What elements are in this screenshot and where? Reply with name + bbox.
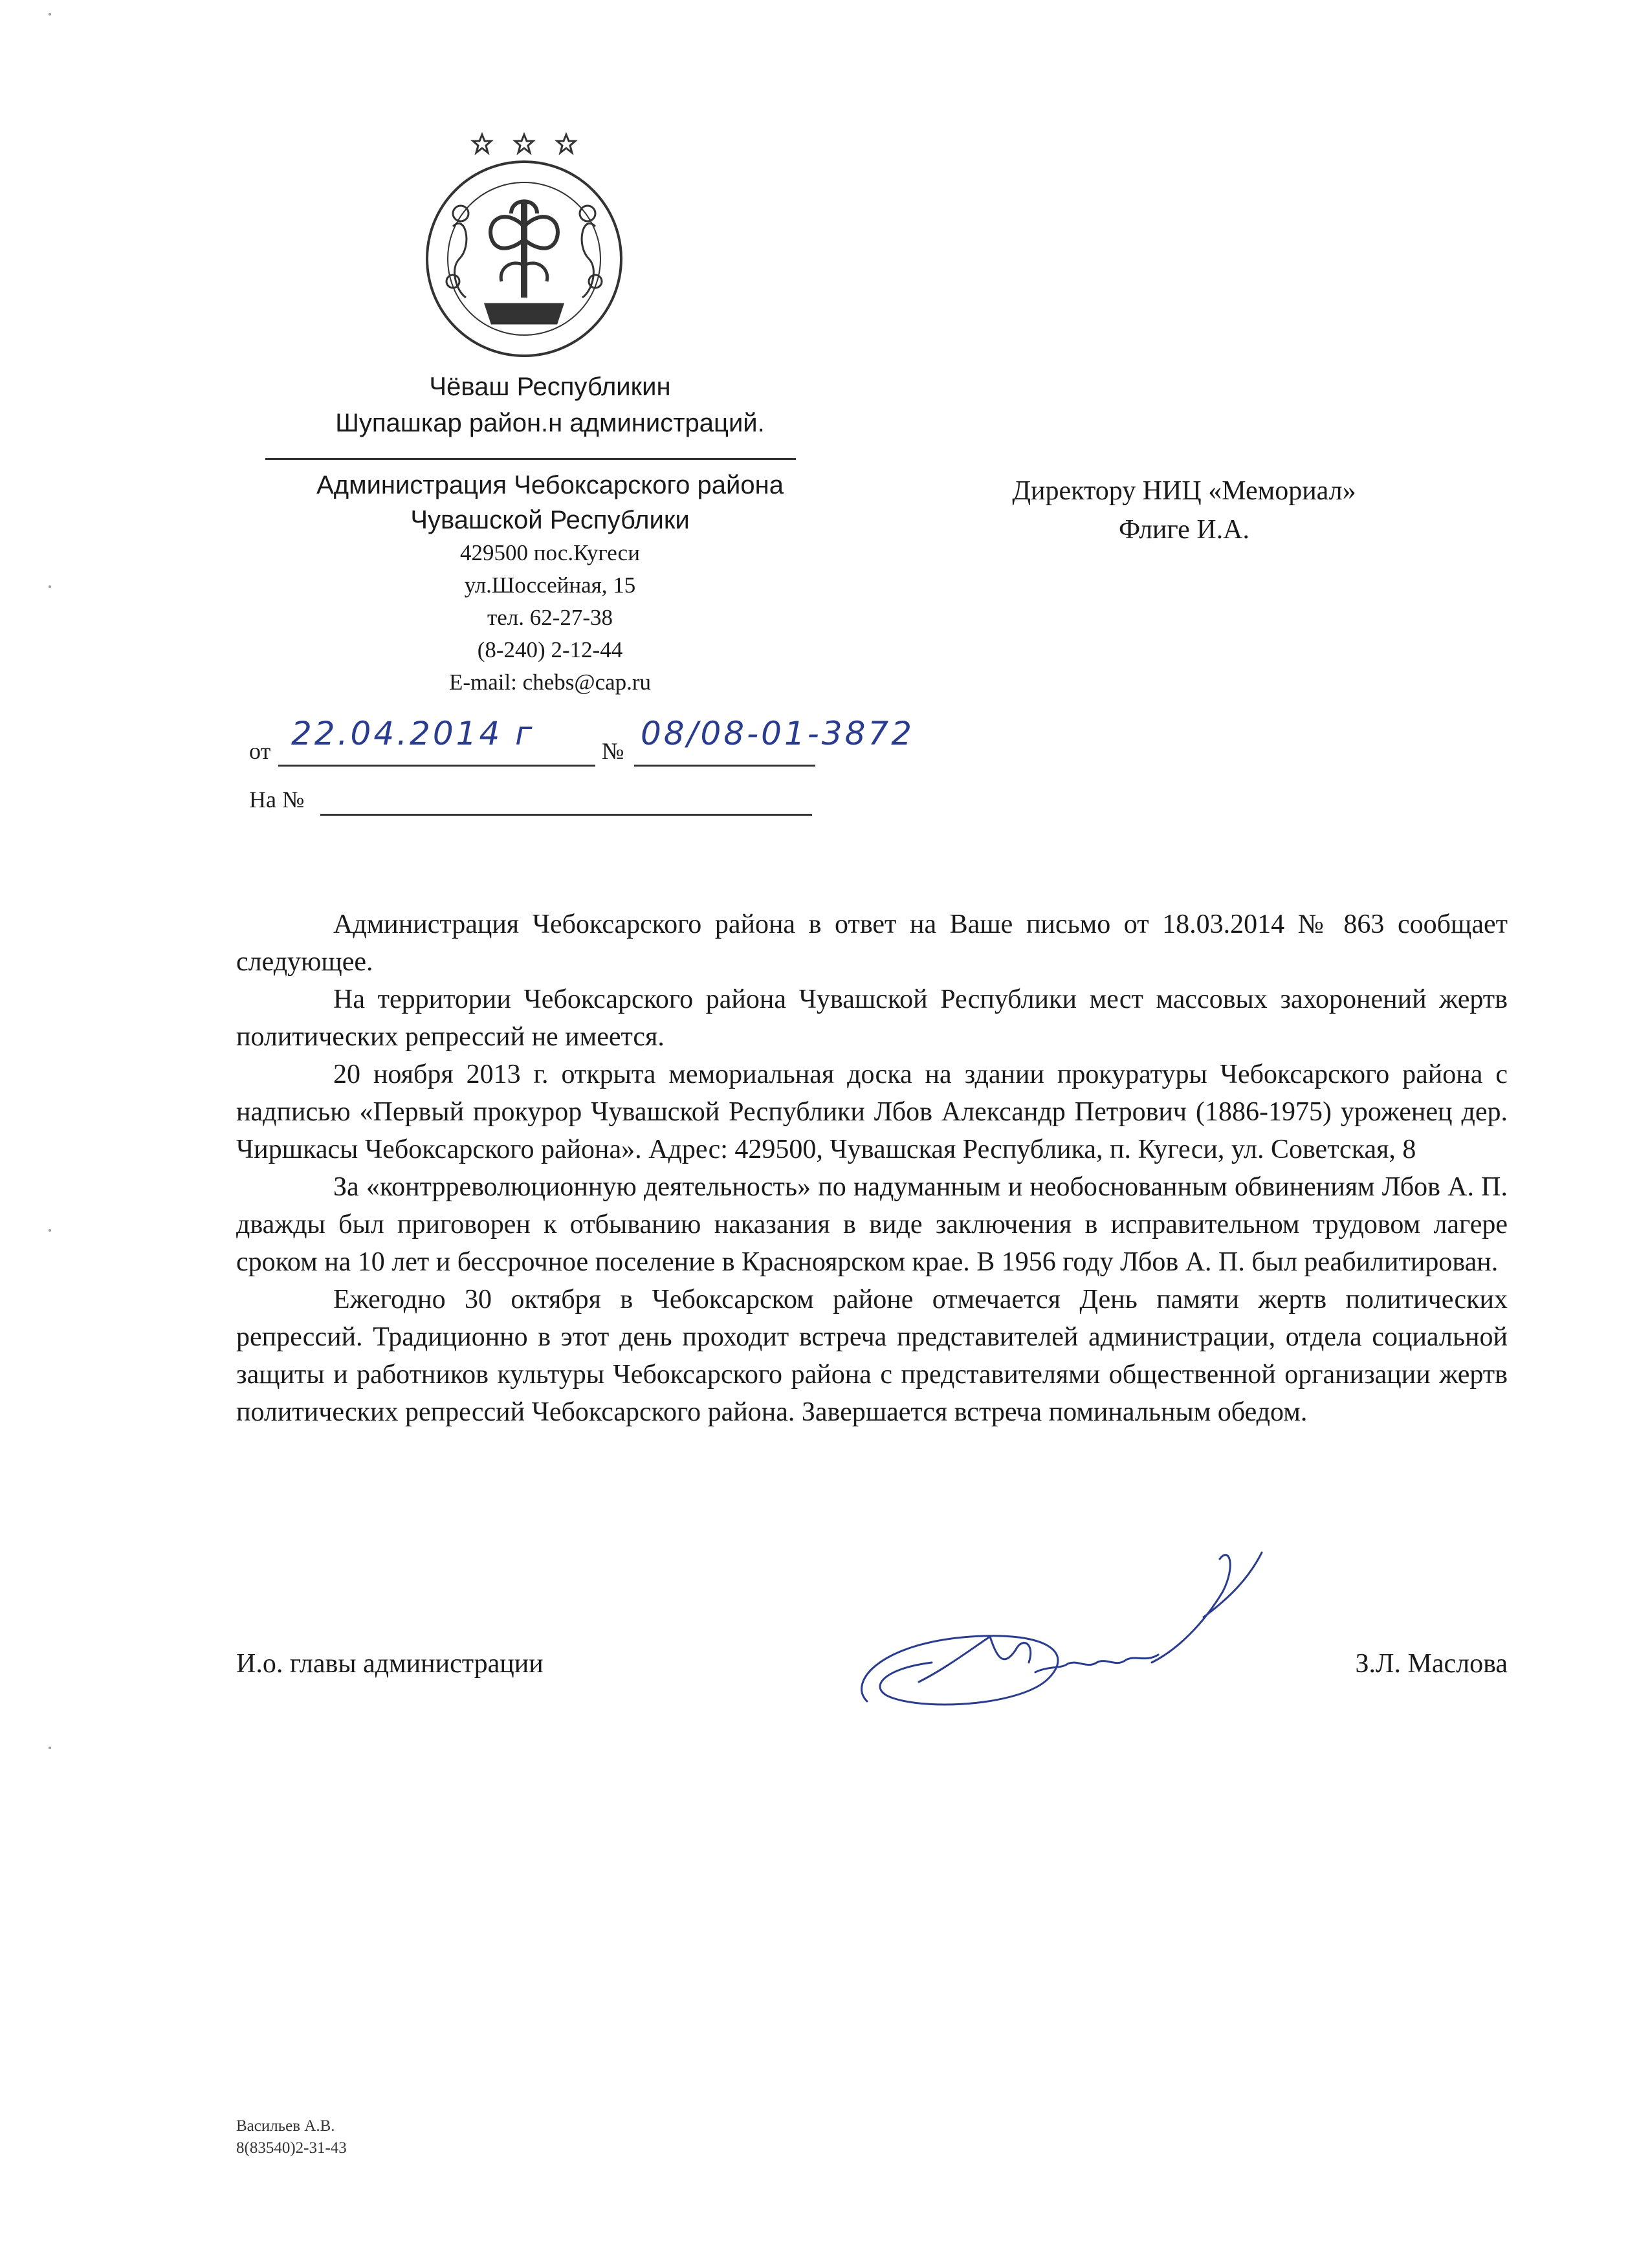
signer-position: И.о. главы администрации — [236, 1649, 544, 1679]
russian-name-line2: Чувашской Республики — [410, 506, 690, 534]
number-label: № — [602, 738, 624, 764]
address-line: (8-240) 2-12-44 — [477, 637, 623, 662]
body-paragraph: Ежегодно 30 октября в Чебоксарском районе отмечается День памяти жертв политических репрессий. Традиционно в этот день проходит встреча представителей администрации, отдела социальной защиты и работников культуры Чебоксарского района с представителями общественной организации жертв политических репрессий Чебоксарского района. Завершается встреча поминальным обедом. — [236, 1285, 1508, 1427]
address-line: 429500 пос.Кугеси — [460, 540, 640, 565]
address-line: тел. 62-27-38 — [487, 605, 613, 630]
header-divider — [265, 458, 796, 460]
recipient-line2: Флиге И.А. — [1118, 515, 1249, 545]
recipient-line1: Директору НИЦ «Мемориал» — [1012, 476, 1356, 506]
executor-name: Васильев А.В. — [236, 2117, 335, 2135]
date-label: от — [249, 738, 271, 764]
scan-speck — [49, 13, 51, 16]
scan-speck — [49, 1747, 51, 1749]
date-underline — [278, 765, 595, 767]
chuvash-name-line1: Чёваш Республикин — [429, 373, 671, 401]
registration-date: 22.04.2014 г — [291, 715, 535, 752]
registration-number: 08/08-01-3872 — [641, 715, 915, 752]
body-paragraph: На территории Чебоксарского района Чувашской Республики мест массовых захоронений жертв политических репрессий не имеется. — [236, 985, 1508, 1052]
letter-body — [236, 906, 1508, 1431]
number-underline — [634, 765, 815, 767]
scan-speck — [49, 585, 51, 588]
email-line: E-mail: chebs@cap.ru — [448, 670, 652, 695]
handwritten-signature — [841, 1540, 1294, 1747]
scan-speck — [49, 1229, 51, 1232]
reply-label: На № — [249, 787, 305, 812]
body-paragraph: За «контрреволюционную деятельность» по надуманным и необоснованным обвинениям Лбов А. П. дважды был приговорен к отбыванию наказания в виде заключения в исправительном трудовом лагере сроком на 10 лет и бессрочное поселение в Красноярском крае. В 1956 году Лбов А. П. был реабилитирован. — [236, 1172, 1508, 1277]
executor-phone: 8(83540)2-31-43 — [236, 2139, 347, 2157]
body-paragraph: Администрация Чебоксарского района в ответ на Ваше письмо от 18.03.2014 № 863 сообщает следующее. — [236, 910, 1508, 977]
russian-name-line1: Администрация Чебоксарского района — [316, 471, 784, 499]
chuvash-name-line2: Шупашкар район.н администраций. — [335, 409, 765, 437]
reply-underline — [320, 814, 812, 816]
signer-name: З.Л. Маслова — [1355, 1649, 1508, 1679]
chuvash-republic-emblem-icon — [414, 129, 634, 362]
body-paragraph: 20 ноября 2013 г. открыта мемориальная доска на здании прокуратуры Чебоксарского района с надписью «Первый прокурор Чувашской Республики Лбов Александр Петрович (1886-1975) уроженец дер. Чиршкасы Чебоксарского района». Адрес: 429500, Чувашская Республика, п. Кугеси, ул. Советская, 8 — [236, 1060, 1508, 1164]
address-line: ул.Шоссейная, 15 — [464, 572, 636, 598]
